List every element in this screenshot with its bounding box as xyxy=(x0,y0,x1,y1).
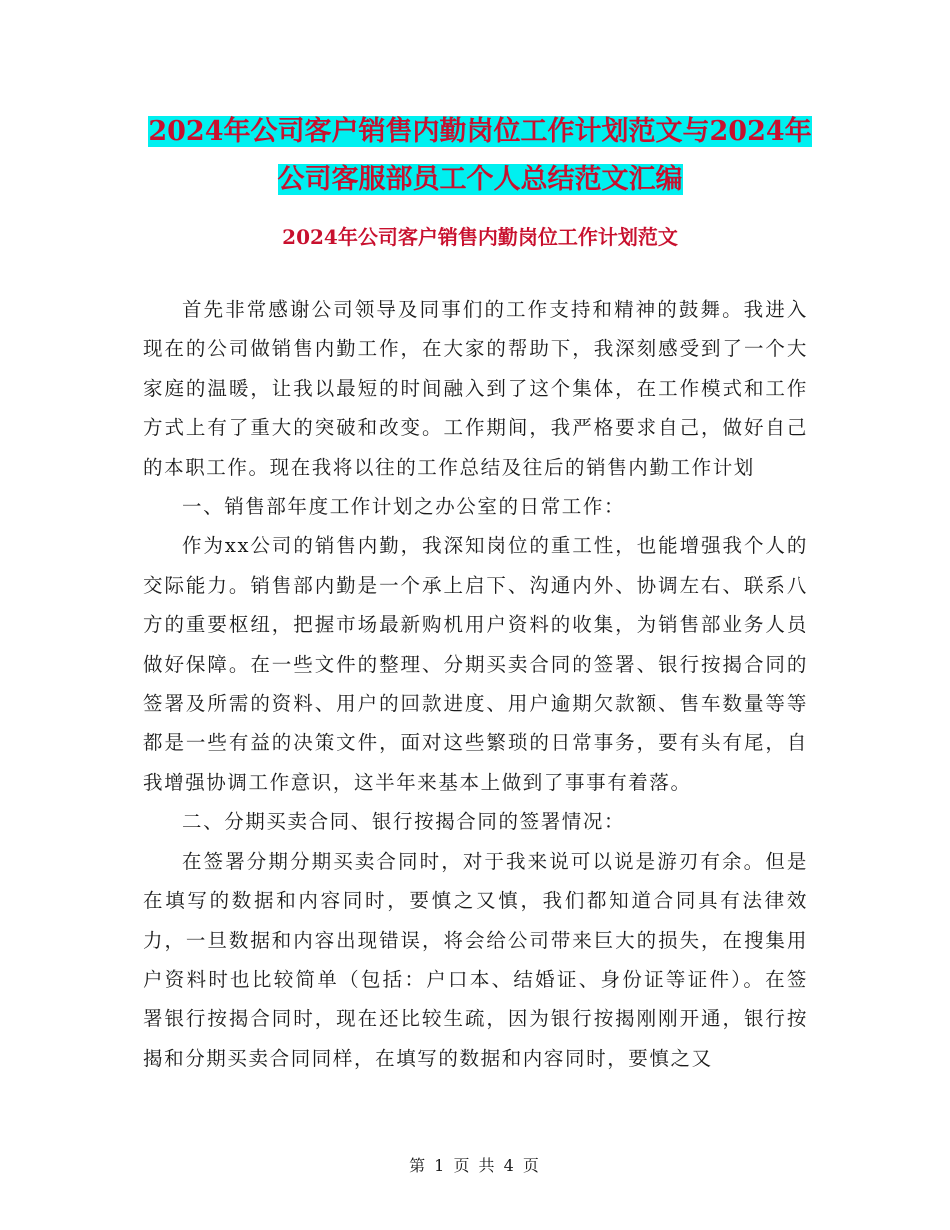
page-number-footer: 第 1 页 共 4 页 xyxy=(409,1156,541,1175)
paragraph-heading-2: 二、分期买卖合同、银行按揭合同的签署情况： xyxy=(182,810,626,834)
paragraph-office-work: 作为xx公司的销售内勤，我深知岗位的重工性，也能增强我个人的交际能力。销售部内勤是一个承上启下、沟通内外、协调左右、联系八方的重要枢纽，把握市场最新购机用户资料的收集，为销售部业务人员做好保障。在一些文件的整理、分期买卖合同的签署、银行按揭合同的签署及所需的资料、用户的回款进度、用户逾期欠款额、售车数量等等都是一些有益的决策文件，面对这些繁琐的日常事务，要有头有尾，自我增强协调工作意识，这半年来基本上做到了事事有着落。 xyxy=(143,534,808,794)
paragraph-heading-1: 一、销售部年度工作计划之办公室的日常工作： xyxy=(182,495,626,519)
document-title-line-2: 公司客服部员工个人总结范文汇编 xyxy=(277,164,683,195)
document-title xyxy=(140,108,820,204)
paragraph-contracts: 在签署分期分期买卖合同时，对于我来说可以说是游刃有余。但是在填写的数据和内容同时，要慎之又慎，我们都知道合同具有法律效力，一旦数据和内容出现错误，将会给公司带来巨大的损失，在搜集用户资料时也比较简单（包括：户口本、结婚证、身份证等证件）。在签署银行按揭合同时，现在还比较生疏，因为银行按揭刚刚开通，银行按揭和分期买卖合同同样，在填写的数据和内容同时，要慎之又 xyxy=(143,849,808,1070)
document-body xyxy=(143,290,808,1078)
section-title: 2024年公司客户销售内勤岗位工作计划范文 xyxy=(282,225,678,249)
paragraph-intro: 首先非常感谢公司领导及同事们的工作支持和精神的鼓舞。我进入现在的公司做销售内勤工作，在大家的帮助下，我深刻感受到了一个大家庭的温暖，让我以最短的时间融入到了这个集体，在工作模式和工作方式上有了重大的突破和改变。工作期间，我严格要求自己，做好自己的本职工作。现在我将以往的工作总结及往后的销售内勤工作计划 xyxy=(143,298,808,479)
document-title-line-1: 2024年公司客户销售内勤岗位工作计划范文与2024年 xyxy=(148,116,812,147)
